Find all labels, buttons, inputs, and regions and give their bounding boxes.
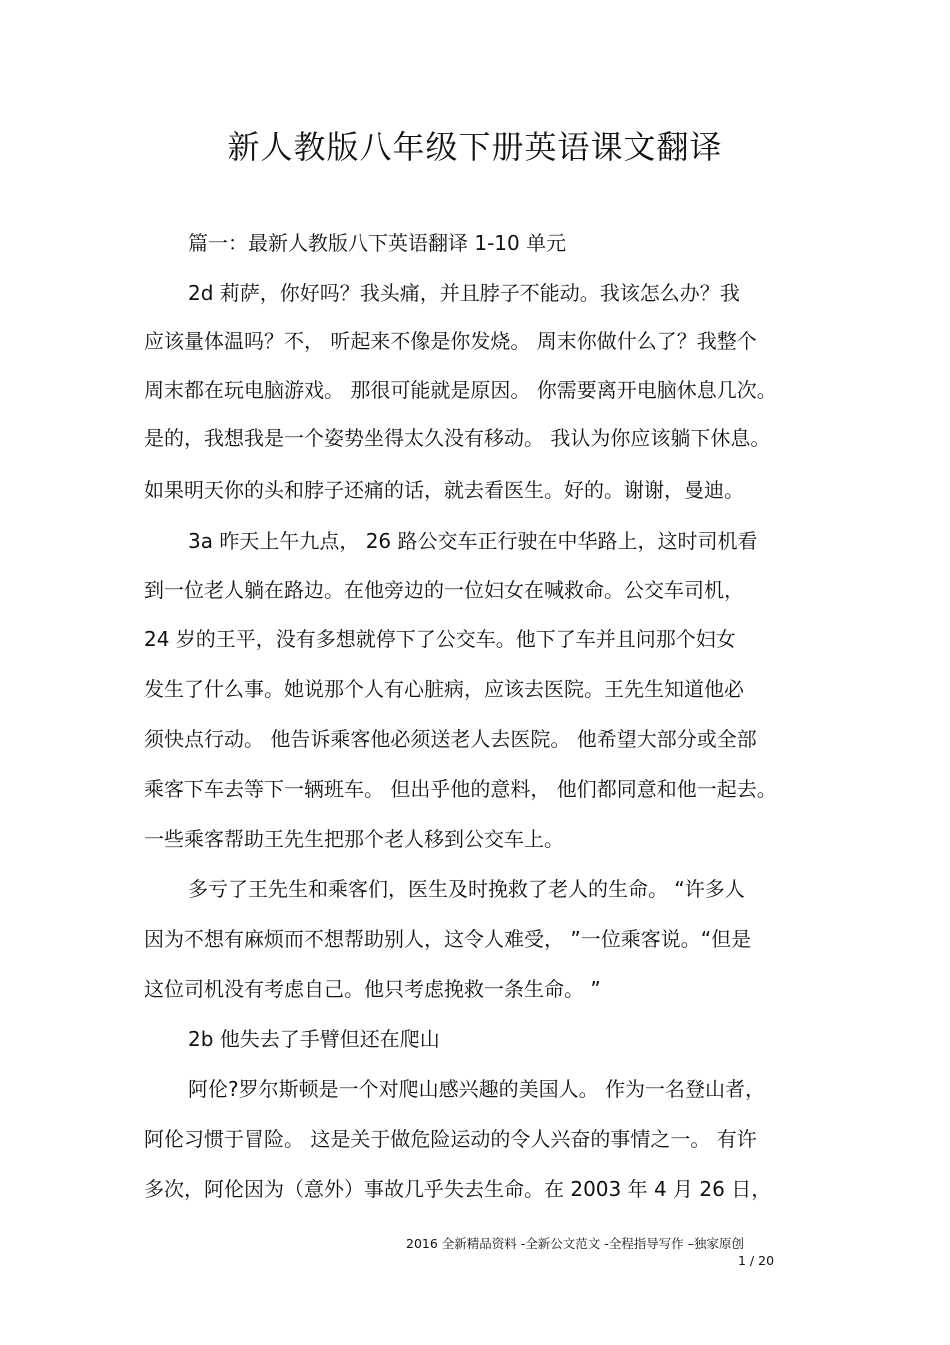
paragraph-line: 3a 昨天上午九点， 26 路公交车正行驶在中华路上，这时司机看 [188, 529, 758, 553]
paragraph-line: 到一位老人躺在路边。在他旁边的一位妇女在喊救命。公交车司机， [144, 578, 744, 602]
footer-text: 2016 全新精品资料 -全新公文范文 -全程指导写作 –独家原创 [406, 1236, 744, 1251]
paragraph-line: 因为不想有麻烦而不想帮助别人，这令人难受， ”一位乘客说。“但是 [144, 927, 752, 951]
paragraph-line: 多次，阿伦因为（意外）事故几乎失去生命。在 2003 年 4 月 26 日， [144, 1177, 772, 1201]
document-title: 新人教版八年级下册英语课文翻译 [227, 128, 723, 166]
paragraph-line: 是的，我想我是一个姿势坐得太久没有移动。 我认为你应该躺下休息。 [144, 426, 771, 450]
page-number: 1 / 20 [738, 1253, 775, 1268]
paragraph-line: 乘客下车去等下一辆班车。 但出乎他的意料， 他们都同意和他一起去。 [144, 777, 777, 801]
paragraph-line: 须快点行动。 他告诉乘客他必须送老人去医院。 他希望大部分或全部 [144, 727, 757, 751]
paragraph-line: 多亏了王先生和乘客们，医生及时挽救了老人的生命。 “许多人 [188, 877, 745, 901]
paragraph-line: 这位司机没有考虑自己。他只考虑挽救一条生命。 ” [144, 977, 601, 1001]
section-heading: 2b 他失去了手臂但还在爬山 [188, 1027, 440, 1051]
paragraph-line: 周末都在玩电脑游戏。 那很可能就是原因。 你需要离开电脑休息几次。 [144, 378, 777, 402]
paragraph-line: 如果明天你的头和脖子还痛的话，就去看医生。好的。谢谢，曼迪。 [144, 478, 744, 502]
paragraph-line: 2d 莉萨，你好吗？我头痛，并且脖子不能动。我该怎么办？我 [188, 281, 740, 305]
paragraph-line: 24 岁的王平，没有多想就停下了公交车。他下了车并且问那个妇女 [144, 627, 736, 651]
paragraph-line: 发生了什么事。她说那个人有心脏病，应该去医院。王先生知道他必 [144, 677, 744, 701]
paragraph-line: 阿伦?罗尔斯顿是一个对爬山感兴趣的美国人。 作为一名登山者， [188, 1077, 765, 1101]
paragraph-line: 阿伦习惯于冒险。 这是关于做危险运动的令人兴奋的事情之一。 有许 [144, 1127, 757, 1151]
section-heading: 篇一：最新人教版八下英语翻译 1-10 单元 [188, 231, 567, 255]
paragraph-line: 一些乘客帮助王先生把那个老人移到公交车上。 [144, 827, 564, 851]
paragraph-line: 应该量体温吗？不， 听起来不像是你发烧。 周末你做什么了？我整个 [144, 329, 757, 353]
